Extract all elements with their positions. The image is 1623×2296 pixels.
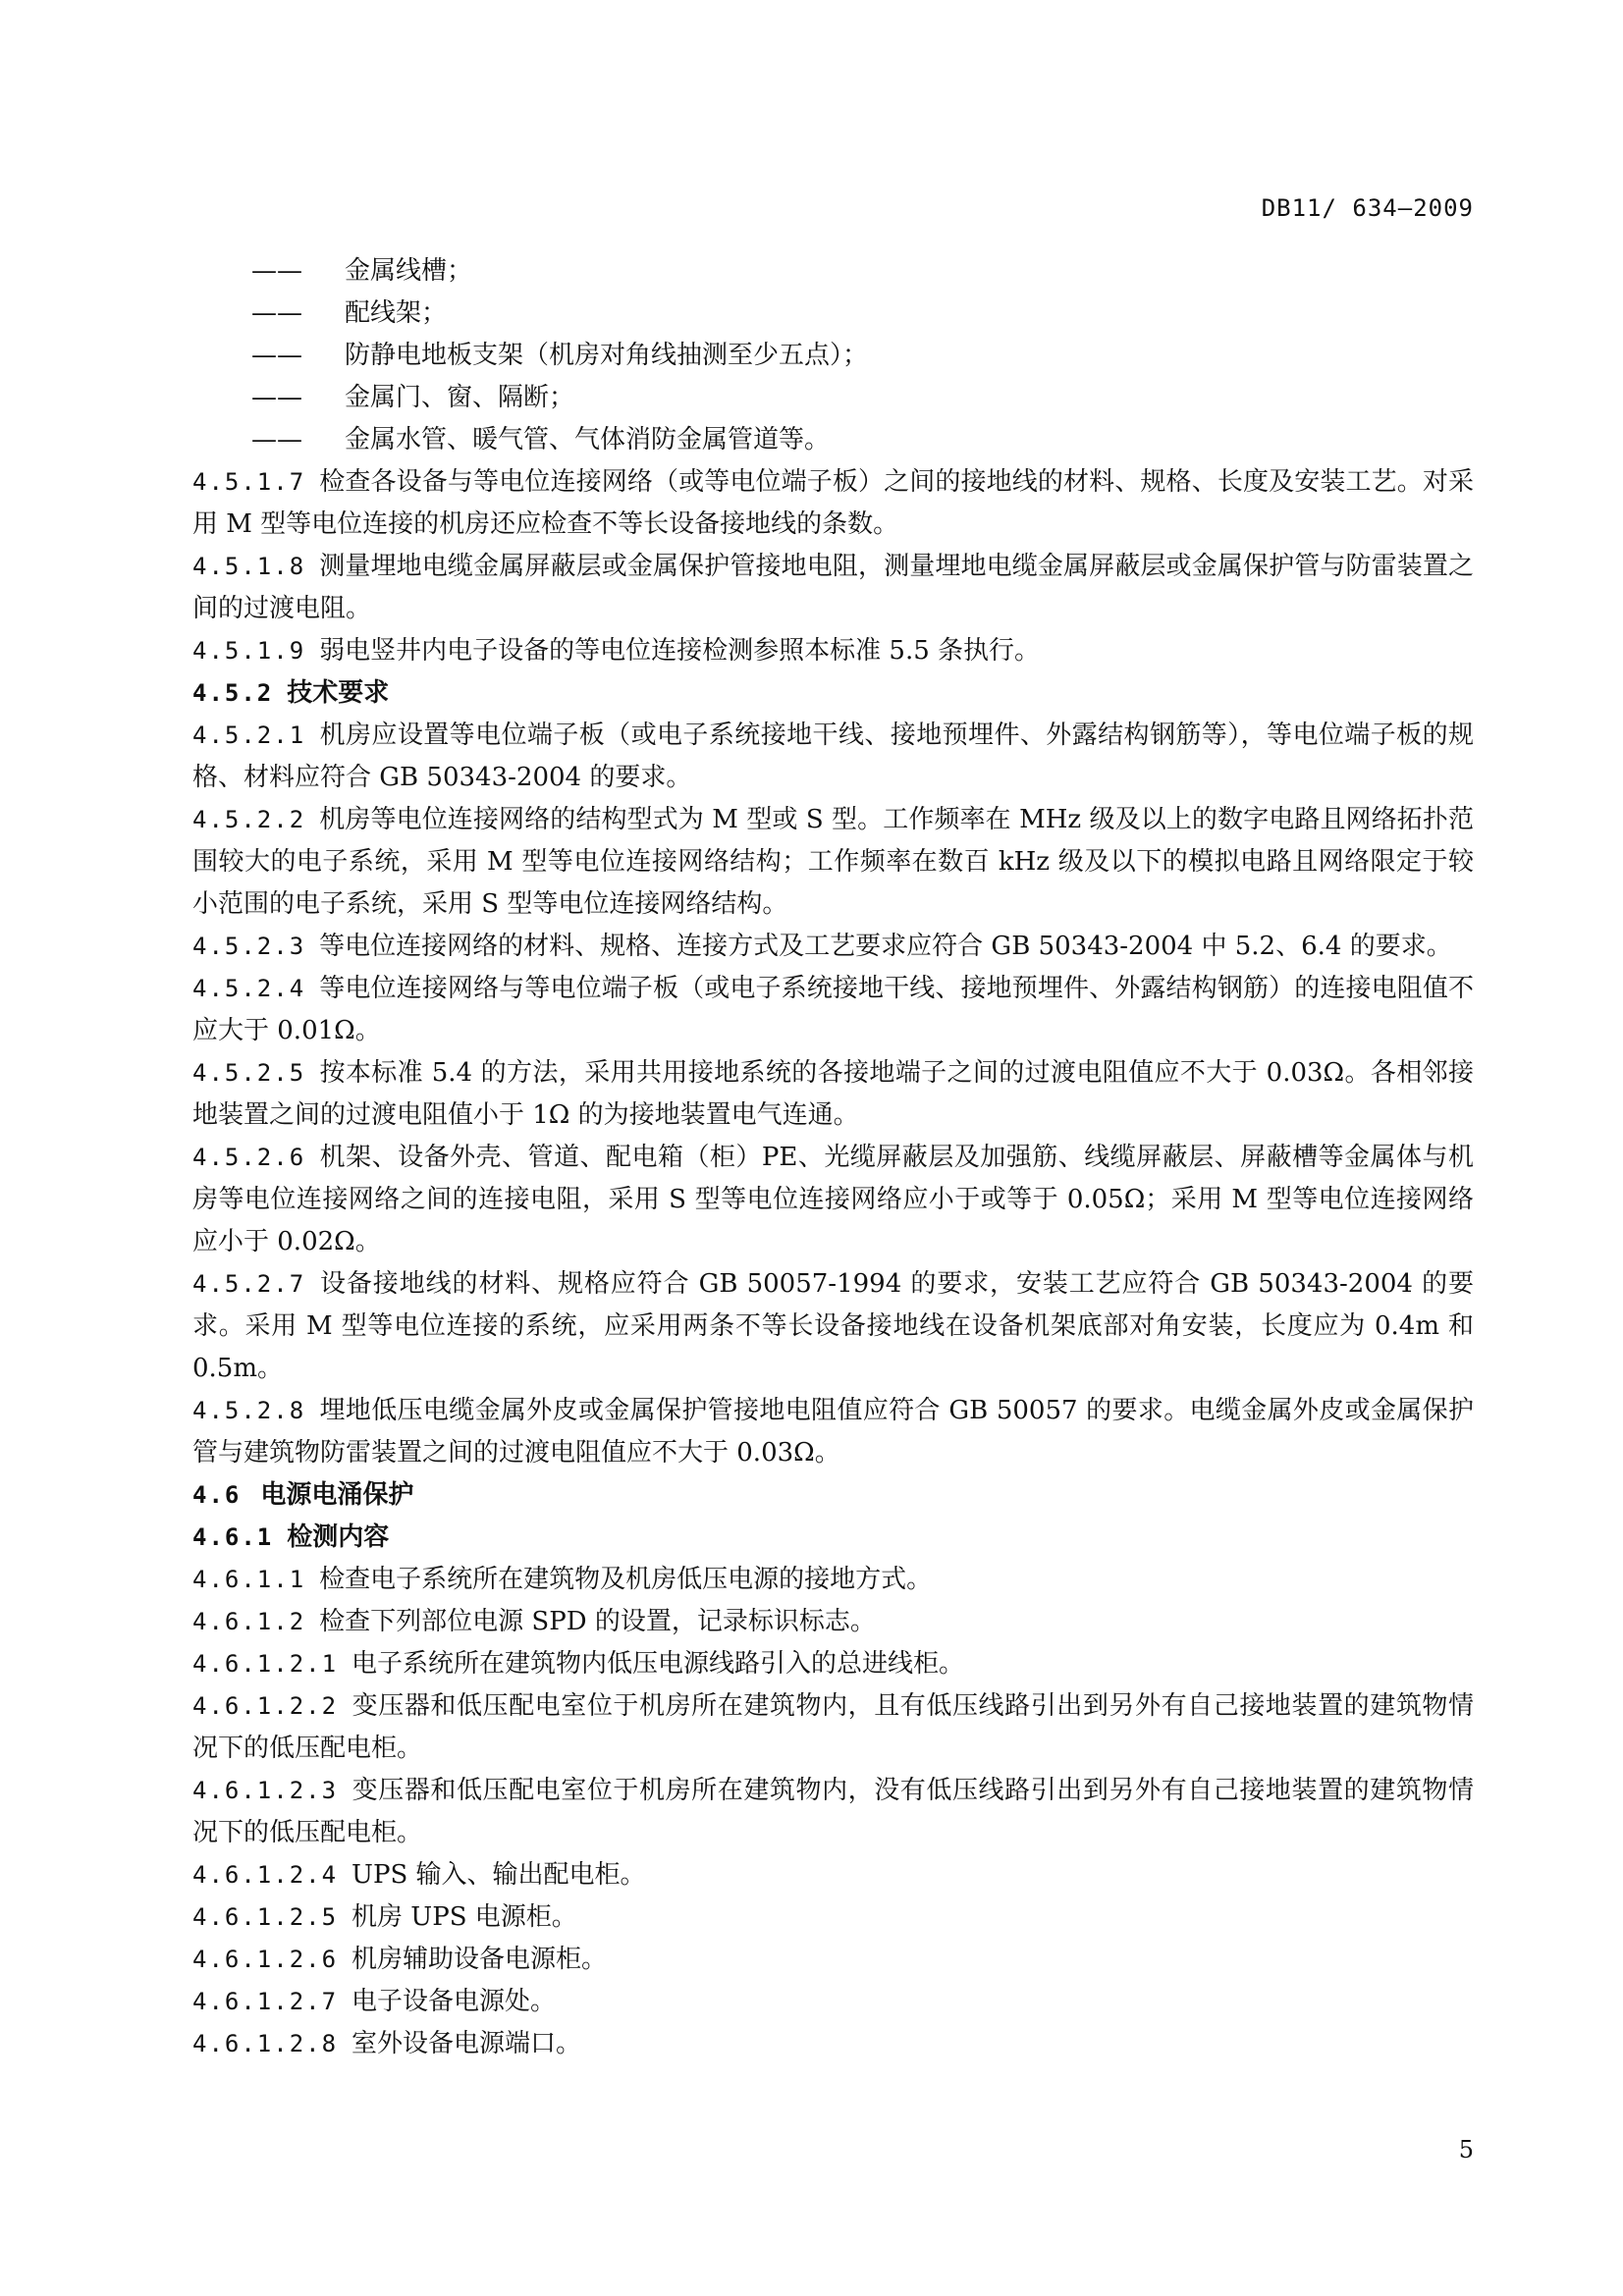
list-item-text: 防静电地板支架（机房对角线抽测至少五点）；: [345, 341, 869, 370]
clause-number: 4.6.1.2.1: [192, 1650, 339, 1678]
clause-number: 4.5.2.4: [192, 975, 306, 1002]
list-item-text: 金属线槽；: [345, 256, 473, 286]
list-dash: ——: [251, 298, 302, 328]
clause-number: 4.6.1.2: [192, 1608, 306, 1635]
clause-text: 电子系统所在建筑物内低压电源线路引入的总进线柜。: [352, 1649, 965, 1679]
clause-text: 按本标准 5.4 的方法，采用共用接地系统的各接地端子之间的过渡电阻值应不大于 0.03Ω。各相邻接地装置之间的过渡电阻值小于 1Ω 的为接地装置电气连通。: [192, 1058, 1474, 1130]
list-dash: ——: [251, 425, 302, 454]
clause-4-6-1-2-2: [192, 1685, 1474, 1770]
clause-number: 4.6.1.2.5: [192, 1903, 339, 1931]
clause-text: 变压器和低压配电室位于机房所在建筑物内，没有低压线路引出到另外有自己接地装置的建筑物情况下的低压配电柜。: [192, 1776, 1474, 1847]
clause-text: 机房等电位连接网络的结构型式为 M 型或 S 型。工作频率在 MHz 级及以上的数字电路且网络拓扑范围较大的电子系统，采用 M 型等电位连接网络结构；工作频率在数百 kHz 级及以下的模拟电路且网络限定于较小范围的电子系统，采用 S 型等电位连接网络结构。: [192, 805, 1474, 919]
clause-number: 4.5.1.8: [192, 553, 306, 580]
clause-number: 4.6.1.2.4: [192, 1861, 339, 1889]
clause-number: 4.6: [192, 1481, 242, 1509]
clause-number: 4.6.1.1: [192, 1566, 306, 1593]
clause-number: 4.6.1.2.6: [192, 1946, 339, 1973]
list-item: [192, 377, 1474, 419]
clause-text: 埋地低压电缆金属外皮或金属保护管接地电阻值应符合 GB 50057 的要求。电缆金属外皮或金属保护管与建筑物防雷装置之间的过渡电阻值应不大于 0.03Ω。: [192, 1396, 1474, 1468]
clause-text: 检查各设备与等电位连接网络（或等电位端子板）之间的接地线的材料、规格、长度及安装工艺。对采用 M 型等电位连接的机房还应检查不等长设备接地线的条数。: [192, 467, 1474, 539]
clause-text: 电子设备电源处。: [352, 1987, 557, 2016]
clause-4-6-1-2-8: [192, 2023, 1474, 2065]
clause-text: 机房应设置等电位端子板（或电子系统接地干线、接地预埋件、外露结构钢筋等），等电位端子板的规格、材料应符合 GB 50343-2004 的要求。: [192, 721, 1474, 792]
clause-number: 4.5.1.9: [192, 637, 306, 665]
clause-text: 测量埋地电缆金属屏蔽层或金属保护管接地电阻，测量埋地电缆金属屏蔽层或金属保护管与防雷装置之间的过渡电阻。: [192, 552, 1474, 623]
clause-number: 4.5.2.3: [192, 933, 306, 960]
clause-4-5-2-7: [192, 1263, 1474, 1390]
clause-text: 等电位连接网络与等电位端子板（或电子系统接地干线、接地预埋件、外露结构钢筋）的连接电阻值不应大于 0.01Ω。: [192, 974, 1474, 1045]
clause-4-6-1-2: [192, 1601, 1474, 1643]
clause-text: 检查电子系统所在建筑物及机房低压电源的接地方式。: [319, 1565, 933, 1594]
heading-text: 检测内容: [287, 1522, 390, 1552]
clause-4-6-1-2-7: [192, 1981, 1474, 2023]
clause-number: 4.5.2.2: [192, 806, 306, 833]
clause-4-5-2-4: [192, 968, 1474, 1052]
clause-text: UPS 输入、输出配电柜。: [352, 1860, 646, 1890]
clause-number: 4.6.1.2.2: [192, 1692, 339, 1720]
list-item: [192, 419, 1474, 461]
clause-number: 4.5.2: [192, 679, 274, 707]
clause-number: 4.5.2.7: [192, 1270, 306, 1298]
list-dash: ——: [251, 341, 302, 370]
clause-text: 弱电竖井内电子设备的等电位连接检测参照本标准 5.5 条执行。: [319, 636, 1041, 666]
clause-text: 检查下列部位电源 SPD 的设置，记录标识标志。: [319, 1607, 876, 1636]
document-body: [192, 250, 1474, 2065]
list-item-text: 金属水管、暖气管、气体消防金属管道等。: [345, 425, 831, 454]
clause-text: 机房 UPS 电源柜。: [352, 1902, 577, 1932]
clause-4-5-2-3: [192, 926, 1474, 968]
clause-text: 设备接地线的材料、规格应符合 GB 50057-1994 的要求，安装工艺应符合 GB 50343-2004 的要求。采用 M 型等电位连接的系统，应采用两条不等长设备接地线在设备机架底部对角安装，长度应为 0.4m 和 0.5m。: [192, 1269, 1474, 1383]
clause-4-6-1-2-1: [192, 1643, 1474, 1685]
clause-4-5-1-8: [192, 546, 1474, 630]
heading-text: 电源电涌保护: [260, 1480, 414, 1510]
clause-number: 4.6.1.2.8: [192, 2030, 339, 2057]
list-item: [192, 335, 1474, 377]
clause-4-5-2-5: [192, 1052, 1474, 1137]
document-code: DB11/ 634—2009: [1261, 194, 1474, 222]
dash-list: [192, 250, 1474, 461]
clause-number: 4.5.1.7: [192, 468, 306, 496]
list-dash: ——: [251, 383, 302, 412]
list-item-text: 金属门、窗、隔断；: [345, 383, 575, 412]
clause-text: 室外设备电源端口。: [352, 2029, 582, 2058]
clause-4-6-1-2-3: [192, 1770, 1474, 1854]
heading-4-6: [192, 1474, 1474, 1517]
clause-4-6-1-1: [192, 1559, 1474, 1601]
clause-4-6-1-2-5: [192, 1896, 1474, 1939]
heading-4-6-1: [192, 1517, 1474, 1559]
clause-text: 机房辅助设备电源柜。: [352, 1945, 608, 1974]
clause-4-5-2-6: [192, 1137, 1474, 1263]
list-item: [192, 250, 1474, 293]
clause-number: 4.6.1.2.7: [192, 1988, 339, 2015]
clause-4-5-2-1: [192, 715, 1474, 799]
list-item-text: 配线架；: [345, 298, 448, 328]
clause-number: 4.5.2.6: [192, 1144, 306, 1171]
list-dash: ——: [251, 256, 302, 286]
clause-number: 4.5.2.5: [192, 1059, 306, 1087]
clause-4-5-2-2: [192, 799, 1474, 926]
list-item: [192, 293, 1474, 335]
clause-number: 4.5.2.8: [192, 1397, 306, 1424]
page-number: 5: [1458, 2136, 1474, 2163]
clause-4-6-1-2-4: [192, 1854, 1474, 1896]
clause-4-5-1-7: [192, 461, 1474, 546]
heading-4-5-2: [192, 672, 1474, 715]
clause-text: 变压器和低压配电室位于机房所在建筑物内，且有低压线路引出到另外有自己接地装置的建筑物情况下的低压配电柜。: [192, 1691, 1474, 1763]
clause-number: 4.6.1.2.3: [192, 1777, 339, 1804]
clause-number: 4.5.2.1: [192, 721, 306, 749]
heading-text: 技术要求: [287, 678, 390, 708]
clause-4-5-2-8: [192, 1390, 1474, 1474]
clause-4-6-1-2-6: [192, 1939, 1474, 1981]
clause-number: 4.6.1: [192, 1523, 274, 1551]
clause-text: 等电位连接网络的材料、规格、连接方式及工艺要求应符合 GB 50343-2004 中 5.2、6.4 的要求。: [319, 932, 1452, 961]
clause-4-5-1-9: [192, 630, 1474, 672]
clause-text: 机架、设备外壳、管道、配电箱（柜）PE、光缆屏蔽层及加强筋、线缆屏蔽层、屏蔽槽等金属体与机房等电位连接网络之间的连接电阻，采用 S 型等电位连接网络应小于或等于 0.05Ω；采用 M 型等电位连接网络应小于 0.02Ω。: [192, 1143, 1474, 1256]
